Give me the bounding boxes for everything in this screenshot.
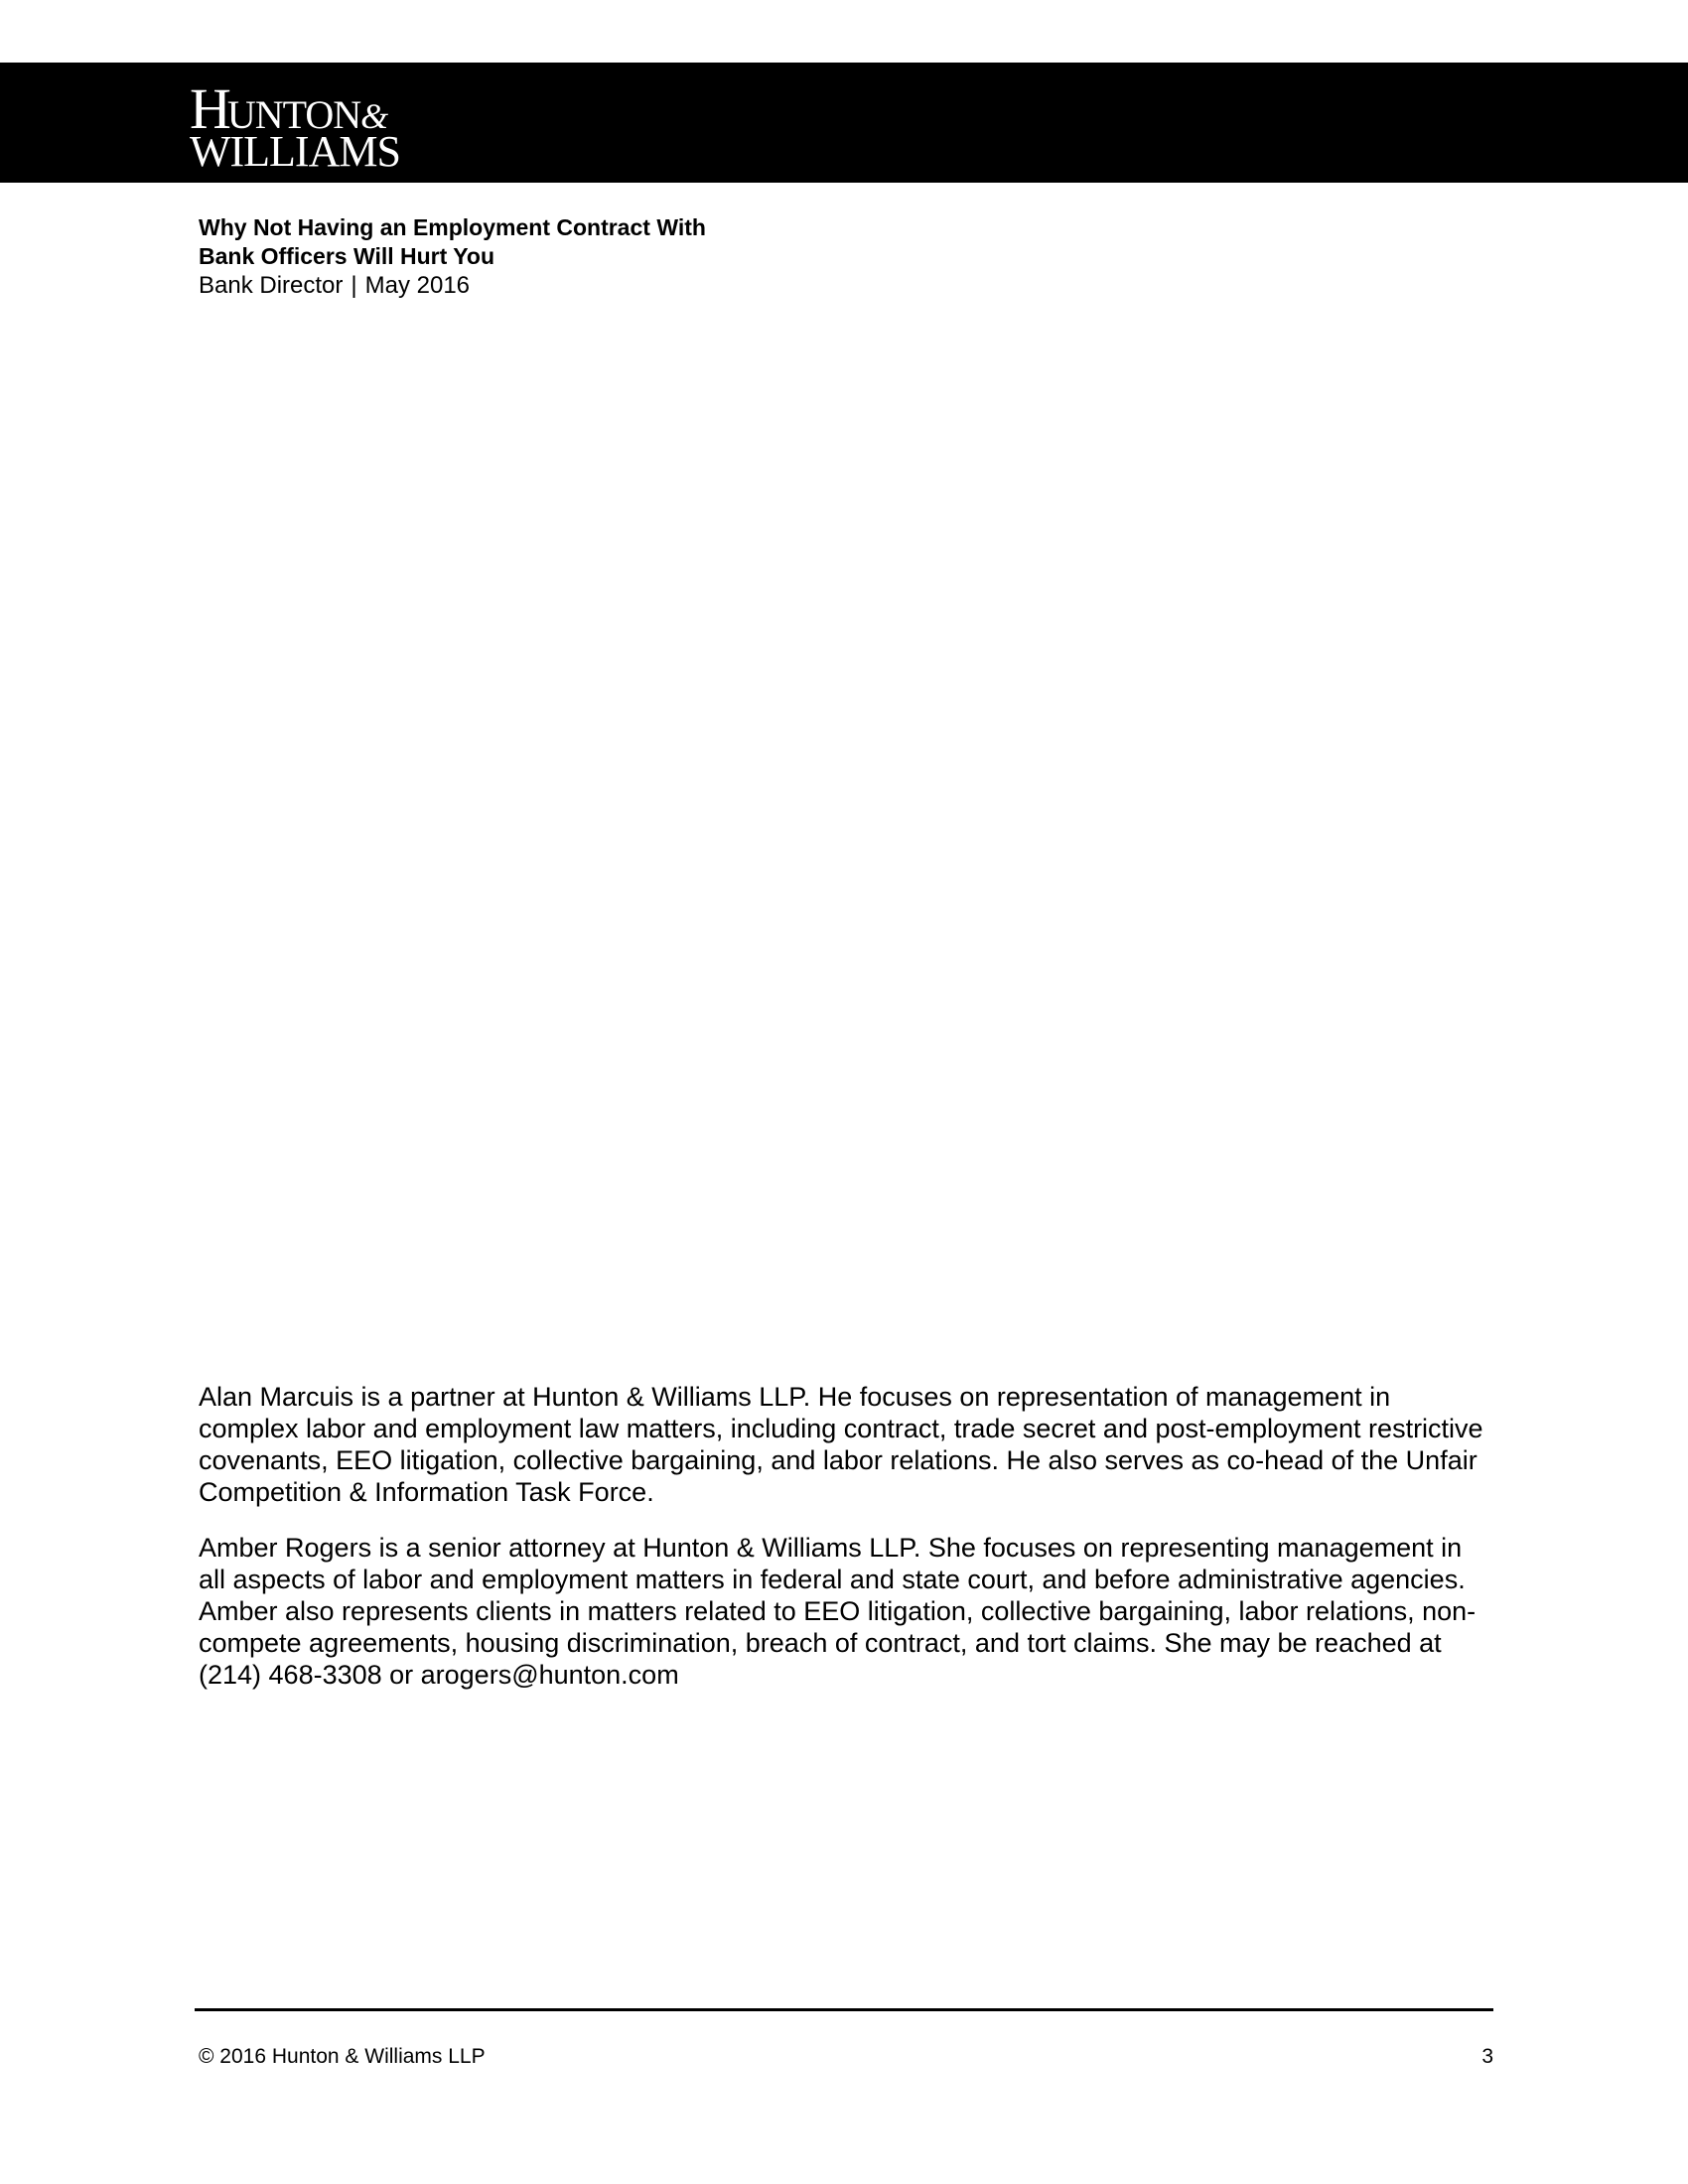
footer-copyright: © 2016 Hunton & Williams LLP bbox=[199, 2045, 486, 2068]
hunton-williams-logo bbox=[190, 76, 400, 176]
author-bios bbox=[199, 1381, 1489, 1714]
bio-alan-marcuis: Alan Marcuis is a partner at Hunton & Williams LLP. He focuses on representation of management in complex labor and employment law matters, including contract, trade secret and post-employment restrictive covenants, EEO litigation, collective bargaining, and labor relations. He also serves as co-head of the Unfair Competition & Information Task Force. bbox=[199, 1382, 1483, 1507]
article-title-line-1: Why Not Having an Employment Contract With bbox=[199, 214, 706, 240]
footer-divider bbox=[195, 2008, 1493, 2011]
logo-initial: H bbox=[190, 76, 230, 141]
publication-name: Bank Director bbox=[199, 272, 344, 299]
publication-date: May 2016 bbox=[364, 272, 471, 299]
logo-ampersand: & bbox=[360, 96, 388, 136]
logo-rest: UNTON bbox=[226, 92, 361, 137]
logo-line-2: WILLIAMS bbox=[190, 127, 400, 176]
bio-amber-rogers: Amber Rogers is a senior attorney at Hunton & Williams LLP. She focuses on representing management in all aspects of labor and employment matters in federal and state court, and before administrative agencies. Amber also represents clients in matters related to EEO litigation, collective bargaining, labor relations, non-compete agreements, housing discrimination, breach of contract, and tort claims. She may be reached at (214) 468-3308 or arogers@hunton.com bbox=[199, 1533, 1477, 1690]
article-title-line-2: Bank Officers Will Hurt You bbox=[199, 243, 494, 269]
article-info bbox=[199, 213, 1092, 301]
article-meta bbox=[199, 271, 1092, 301]
meta-separator: | bbox=[351, 272, 357, 299]
page-number: 3 bbox=[1481, 2045, 1493, 2068]
header-band bbox=[0, 63, 1688, 183]
